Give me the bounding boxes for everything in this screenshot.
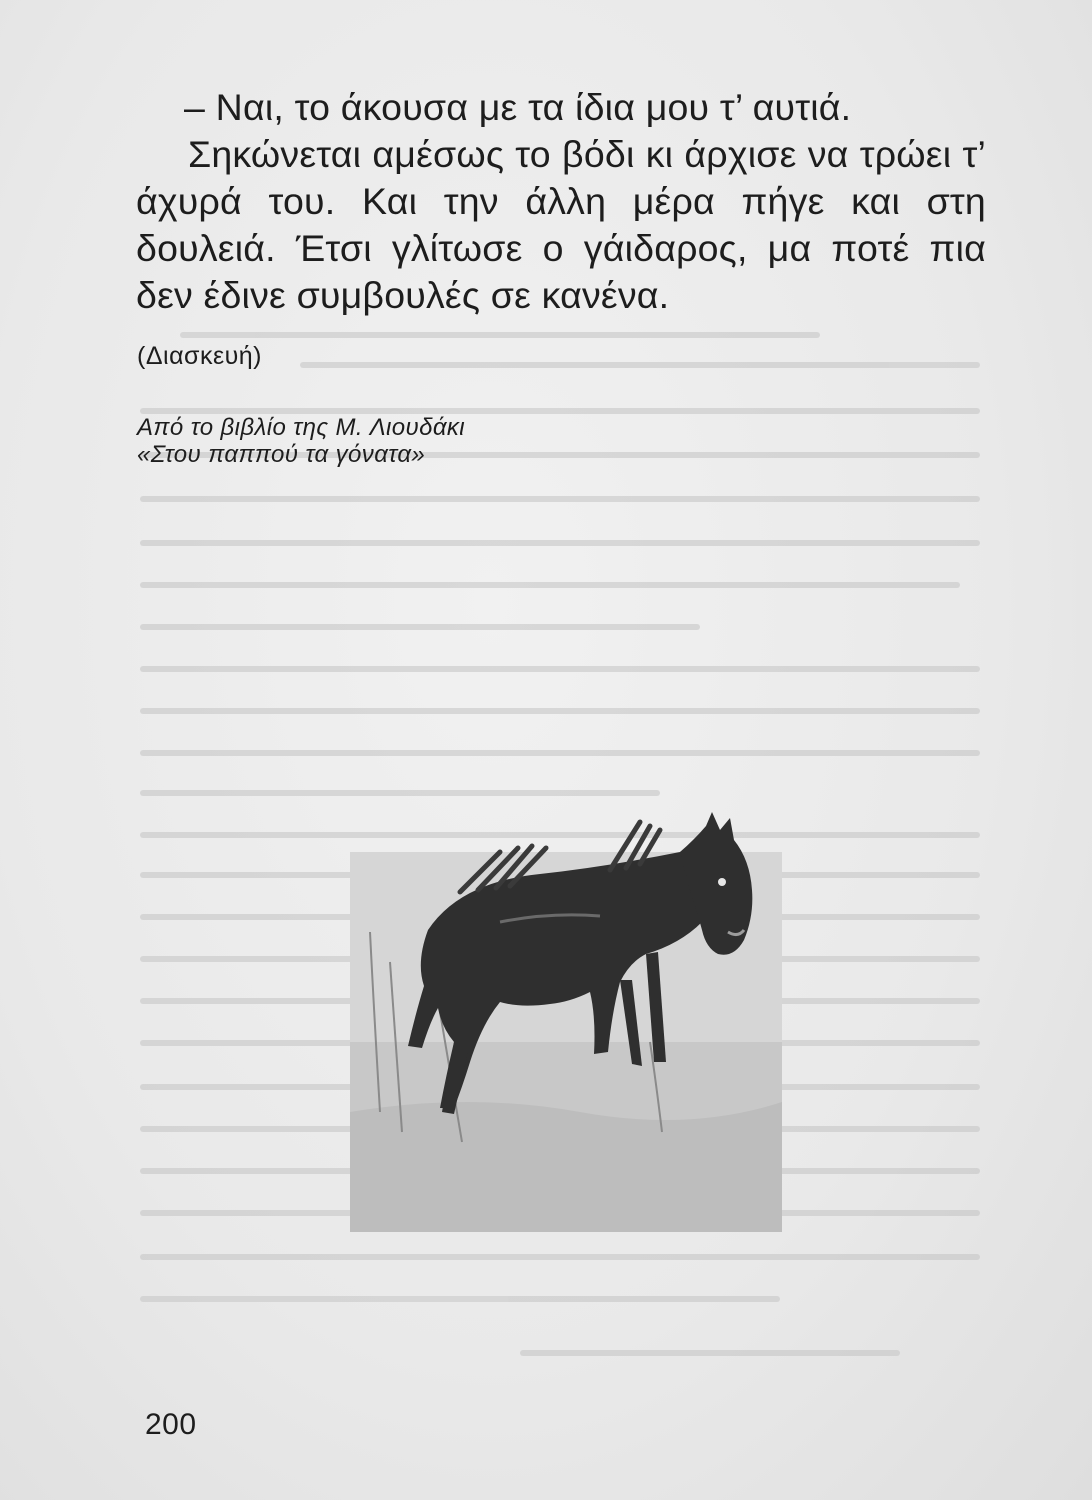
source-citation [137,414,465,468]
donkey-illustration [350,812,782,1232]
adaptation-note: (Διασκευή) [137,342,263,370]
dialogue-line: – Ναι, το άκουσα με τα ίδια μου τ’ αυτιά. [184,86,852,128]
story-paragraph: Σηκώνεται αμέσως το βόδι κι άρχισε να τρώει τ’ άχυρά του. Και την άλλη μέρα πήγε και στη δουλειά. Έτσι γλίτωσε ο γάιδαρος, μα ποτέ πια δεν έδινε συμβουλές σε κανένα. [136,133,986,316]
source-book-author: Από το βιβλίο της Μ. Λιουδάκι [137,414,466,441]
body-text [136,84,986,319]
page-number: 200 [145,1408,197,1441]
source-book-title: «Στου παππού τα γόνατα» [137,441,426,468]
